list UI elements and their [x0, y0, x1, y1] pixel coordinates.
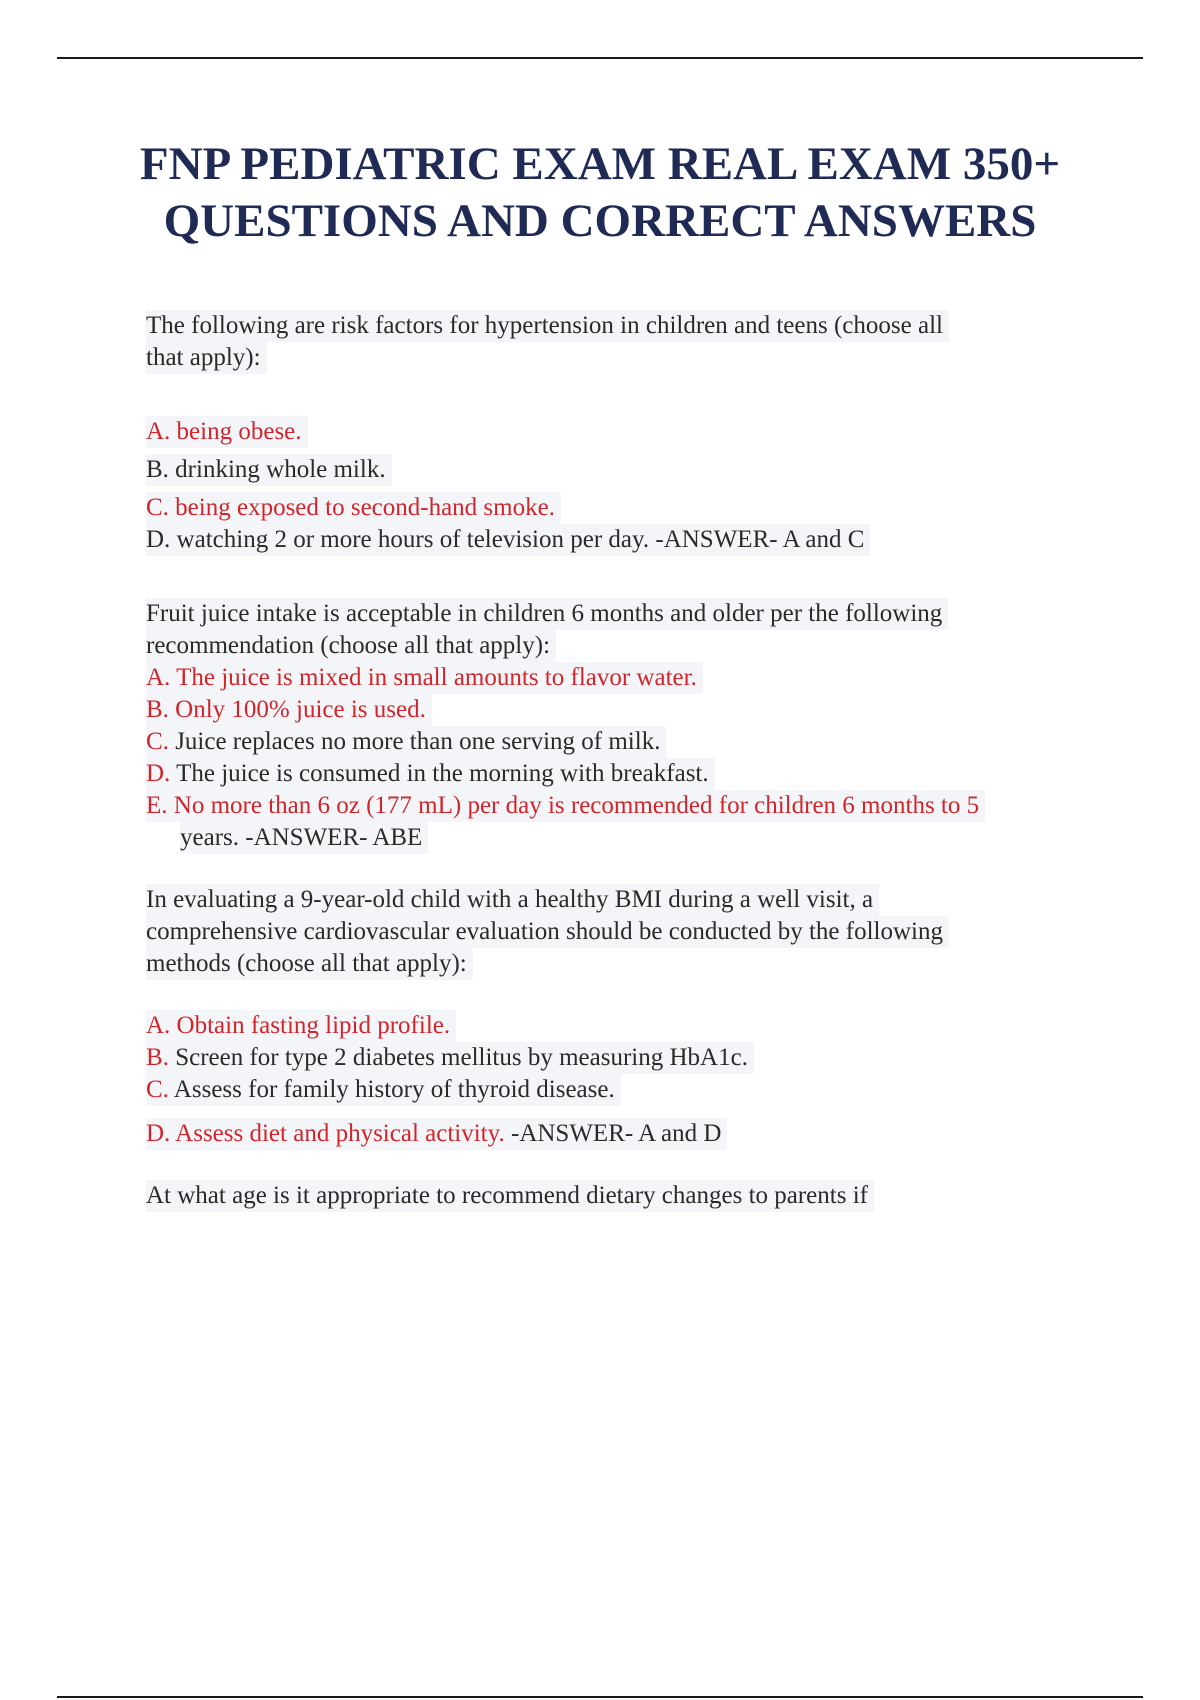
header-rule — [57, 57, 1143, 59]
option-d-with-answer: D. watching 2 or more hours of television per day. -ANSWER- A and C — [146, 524, 870, 556]
option-a-correct: A. being obese. — [146, 416, 308, 448]
question-stem: recommendation (choose all that apply): — [146, 630, 556, 662]
option-b — [146, 1042, 1046, 1074]
question-stem: comprehensive cardiovascular evaluation should be conducted by the following — [146, 916, 949, 948]
option-d — [146, 758, 1046, 790]
option-text: Assess for family history of thyroid disease. — [168, 1076, 615, 1103]
answer-key: -ANSWER- A and D — [504, 1120, 722, 1147]
exam-content — [146, 310, 1046, 1212]
question-stem: The following are risk factors for hypertension in children and teens (choose all — [146, 310, 949, 342]
option-a-correct: A. The juice is mixed in small amounts to flavor water. — [146, 662, 703, 694]
option-b: B. drinking whole milk. — [146, 454, 392, 486]
answer-key: years. -ANSWER- ABE — [180, 822, 428, 854]
question-stem: that apply): — [146, 342, 267, 374]
document-title — [100, 136, 1100, 250]
question-stem: methods (choose all that apply): — [146, 948, 473, 980]
option-c — [146, 1074, 1046, 1106]
option-letter: D. — [146, 760, 171, 787]
question-stem: At what age is it appropriate to recommend dietary changes to parents if — [146, 1180, 874, 1212]
option-e-correct: E. No more than 6 oz (177 mL) per day is recommended for children 6 months to 5 — [146, 790, 985, 822]
option-letter: C. — [146, 728, 169, 755]
question-1 — [146, 310, 1046, 556]
option-a-correct: A. Obtain fasting lipid profile. — [146, 1010, 456, 1042]
question-stem: In evaluating a 9-year-old child with a healthy BMI during a well visit, a — [146, 884, 879, 916]
option-letter: B. — [146, 1044, 169, 1071]
option-letter: C. — [146, 1076, 169, 1103]
option-c-correct: C. being exposed to second-hand smoke. — [146, 492, 561, 524]
option-b-correct: B. Only 100% juice is used. — [146, 694, 432, 726]
question-stem: Fruit juice intake is acceptable in children 6 months and older per the following — [146, 598, 948, 630]
option-d-with-answer — [146, 1118, 1046, 1150]
option-text: Juice replaces no more than one serving of milk. — [168, 728, 661, 755]
option-c — [146, 726, 1046, 758]
question-4 — [146, 1180, 1046, 1212]
option-text: Screen for type 2 diabetes mellitus by measuring HbA1c. — [168, 1044, 748, 1071]
question-3 — [146, 884, 1046, 1150]
title-line-1: FNP PEDIATRIC EXAM REAL EXAM 350+ — [139, 138, 1061, 190]
footer-rule — [57, 1696, 1143, 1698]
option-d-correct: D. Assess diet and physical activity. — [146, 1120, 505, 1147]
question-2 — [146, 598, 1046, 854]
option-text: The juice is consumed in the morning with breakfast. — [170, 760, 709, 787]
title-line-2: QUESTIONS AND CORRECT ANSWERS — [163, 195, 1037, 247]
